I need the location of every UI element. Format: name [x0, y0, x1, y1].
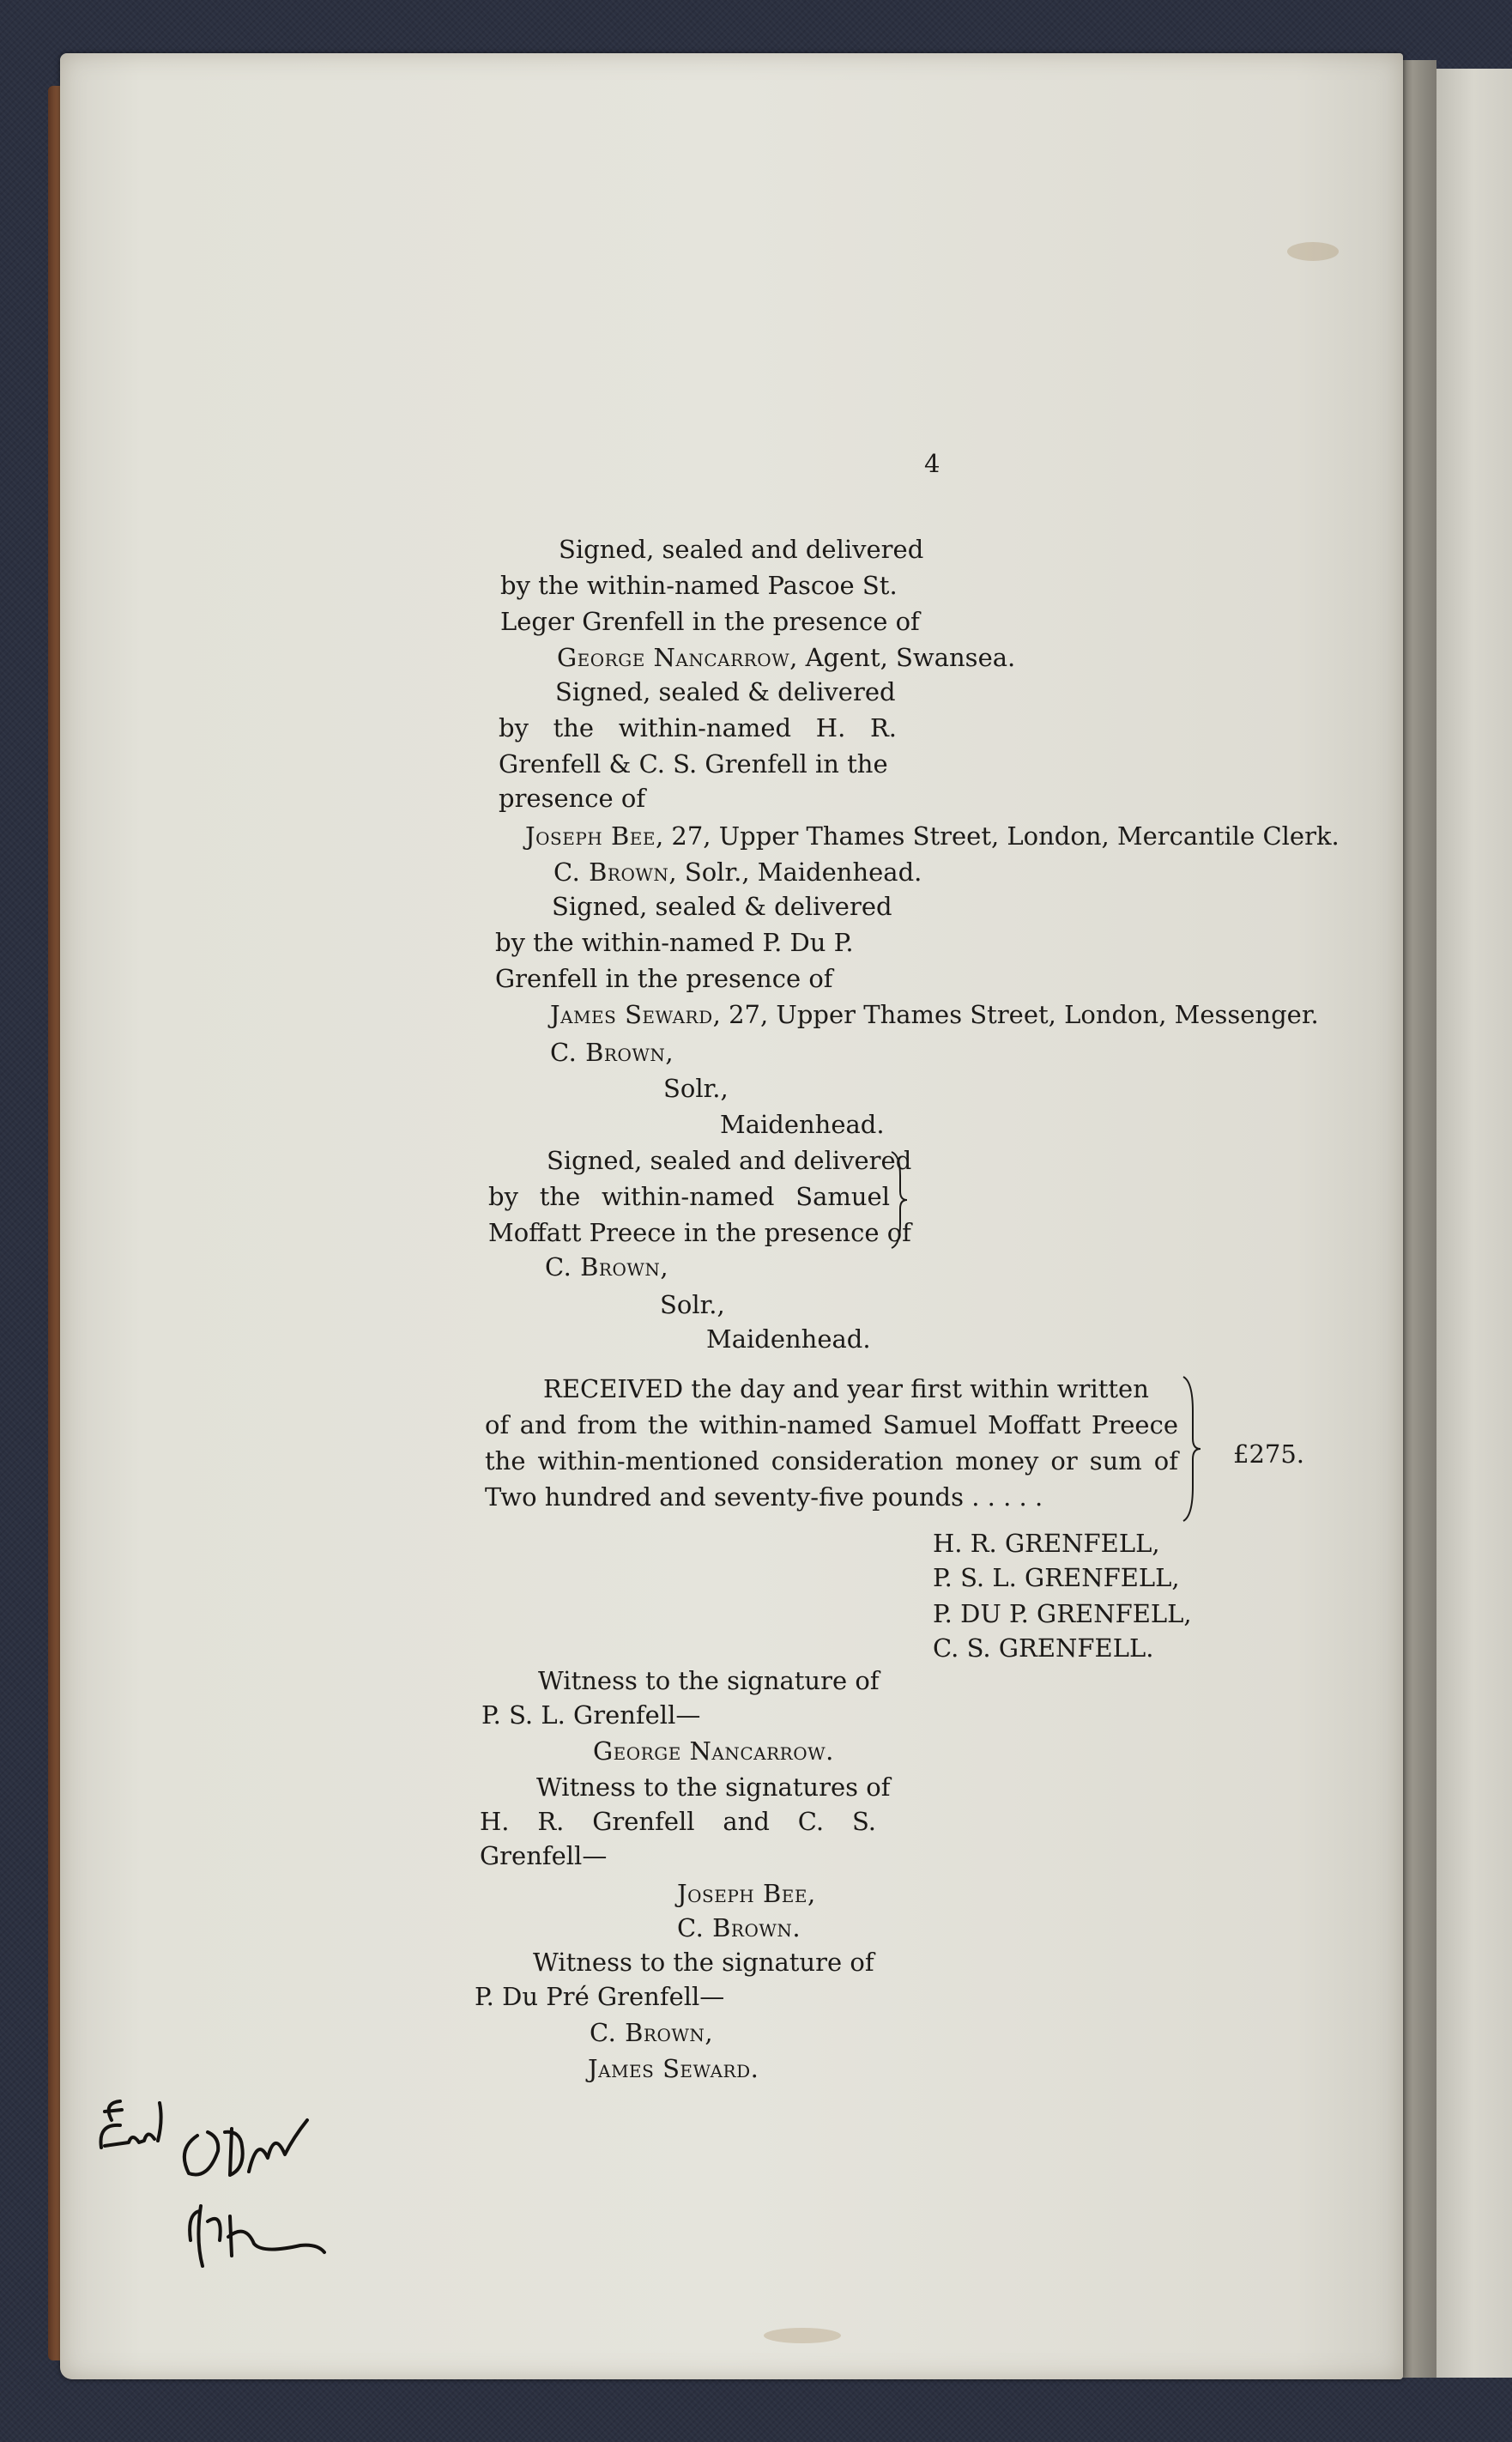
witness-line: [590, 2017, 713, 2048]
attestation-line: by the within-named Samuel: [488, 1182, 890, 1211]
witness-details: ,: [807, 1879, 816, 1908]
witness-heading: Witness to the signature of: [538, 1666, 880, 1695]
witness-name: C. Brown: [590, 2018, 705, 2047]
witness-heading: P. Du Pré Grenfell—: [475, 1982, 725, 2011]
attestation-line: Signed, sealed and delivered: [559, 535, 924, 564]
grantor-signature: H. R. GRENFELL,: [933, 1529, 1160, 1558]
witness-details: ,: [665, 1038, 674, 1067]
witness-name: C. Brown: [553, 857, 669, 887]
attestation-line: Signed, sealed & delivered: [555, 677, 896, 706]
right-brace: [1181, 1373, 1203, 1524]
handwritten-initials: [94, 2069, 343, 2292]
grantor-signature: P. S. L. GRENFELL,: [933, 1563, 1180, 1592]
witness-name: James Seward: [588, 2054, 751, 2083]
grantor-signature: C. S. GRENFELL.: [933, 1633, 1154, 1663]
attestation-line: Grenfell in the presence of: [495, 964, 833, 993]
next-page-edge: [1435, 69, 1512, 2378]
witness-details: , 27, Upper Thames Street, London, Mercantile Clerk.: [655, 821, 1340, 851]
attestation-line: Grenfell & C. S. Grenfell in the: [499, 749, 888, 779]
witness-name: James Seward: [550, 1000, 713, 1029]
witness-line: [677, 1912, 801, 1943]
witness-place: Maidenhead.: [720, 1110, 885, 1139]
witness-heading: Witness to the signature of: [533, 1948, 874, 1977]
witness-name: C. Brown: [550, 1038, 666, 1067]
receipt-line: of and from the within-named Samuel Moffatt Preece: [485, 1410, 1178, 1439]
witness-title: Solr.,: [660, 1290, 725, 1319]
witness-line: [553, 857, 922, 888]
witness-line: [677, 1878, 815, 1909]
witness-line: [550, 999, 1319, 1030]
witness-line: [557, 642, 1015, 673]
witness-name: C. Brown: [677, 1913, 793, 1942]
receipt-line: RECEIVED the day and year first within written: [543, 1374, 1149, 1403]
attestation-line: by the within-named H. R.: [499, 713, 897, 742]
witness-heading: Grenfell—: [480, 1841, 608, 1870]
receipt-line: Two hundred and seventy-five pounds . . . . .: [485, 1482, 1043, 1512]
witness-heading: Witness to the signatures of: [536, 1772, 891, 1802]
attestation-line: Signed, sealed & delivered: [552, 892, 892, 921]
witness-name: George Nancarrow: [557, 643, 790, 672]
attestation-line: by the within-named P. Du P.: [495, 928, 854, 957]
witness-line: [545, 1251, 668, 1282]
attestation-line: presence of: [499, 784, 646, 813]
document-page: [60, 53, 1403, 2379]
witness-details: .: [750, 2054, 759, 2083]
witness-details: , Agent, Swansea.: [789, 643, 1016, 672]
witness-line: [525, 821, 1340, 851]
witness-details: , Solr., Maidenhead.: [668, 857, 922, 887]
attestation-line: Signed, sealed and delivered: [547, 1146, 912, 1175]
witness-line: [550, 1037, 674, 1068]
attestation-line: by the within-named Pascoe St.: [500, 571, 898, 600]
grantor-signature: P. DU P. GRENFELL,: [933, 1599, 1192, 1628]
witness-title: Solr.,: [663, 1074, 729, 1103]
witness-line: [593, 1736, 833, 1766]
witness-details: , 27, Upper Thames Street, London, Messenger.: [712, 1000, 1319, 1029]
witness-name: Joseph Bee: [677, 1879, 807, 1908]
attestation-line: Moffatt Preece in the presence of: [488, 1218, 911, 1247]
receipt-line: the within-mentioned consideration money or sum of: [485, 1446, 1178, 1476]
receipt-amount: £275.: [1233, 1439, 1305, 1469]
attestation-line: Leger Grenfell in the presence of: [500, 607, 920, 636]
witness-details: .: [792, 1913, 801, 1942]
witness-name: George Nancarrow: [593, 1736, 826, 1766]
right-brace: [889, 1148, 910, 1251]
witness-heading: H. R. Grenfell and C. S.: [480, 1807, 876, 1836]
witness-line: [588, 2053, 759, 2084]
witness-details: ,: [705, 2018, 713, 2047]
witness-details: .: [826, 1736, 834, 1766]
witness-name: C. Brown: [545, 1252, 661, 1282]
page-number: 4: [924, 449, 940, 478]
witness-name: Joseph Bee: [525, 821, 656, 851]
witness-heading: P. S. L. Grenfell—: [481, 1700, 701, 1730]
witness-place: Maidenhead.: [706, 1324, 871, 1354]
paper-stain: [1287, 242, 1339, 261]
witness-details: ,: [660, 1252, 668, 1282]
paper-stain: [764, 2328, 841, 2343]
